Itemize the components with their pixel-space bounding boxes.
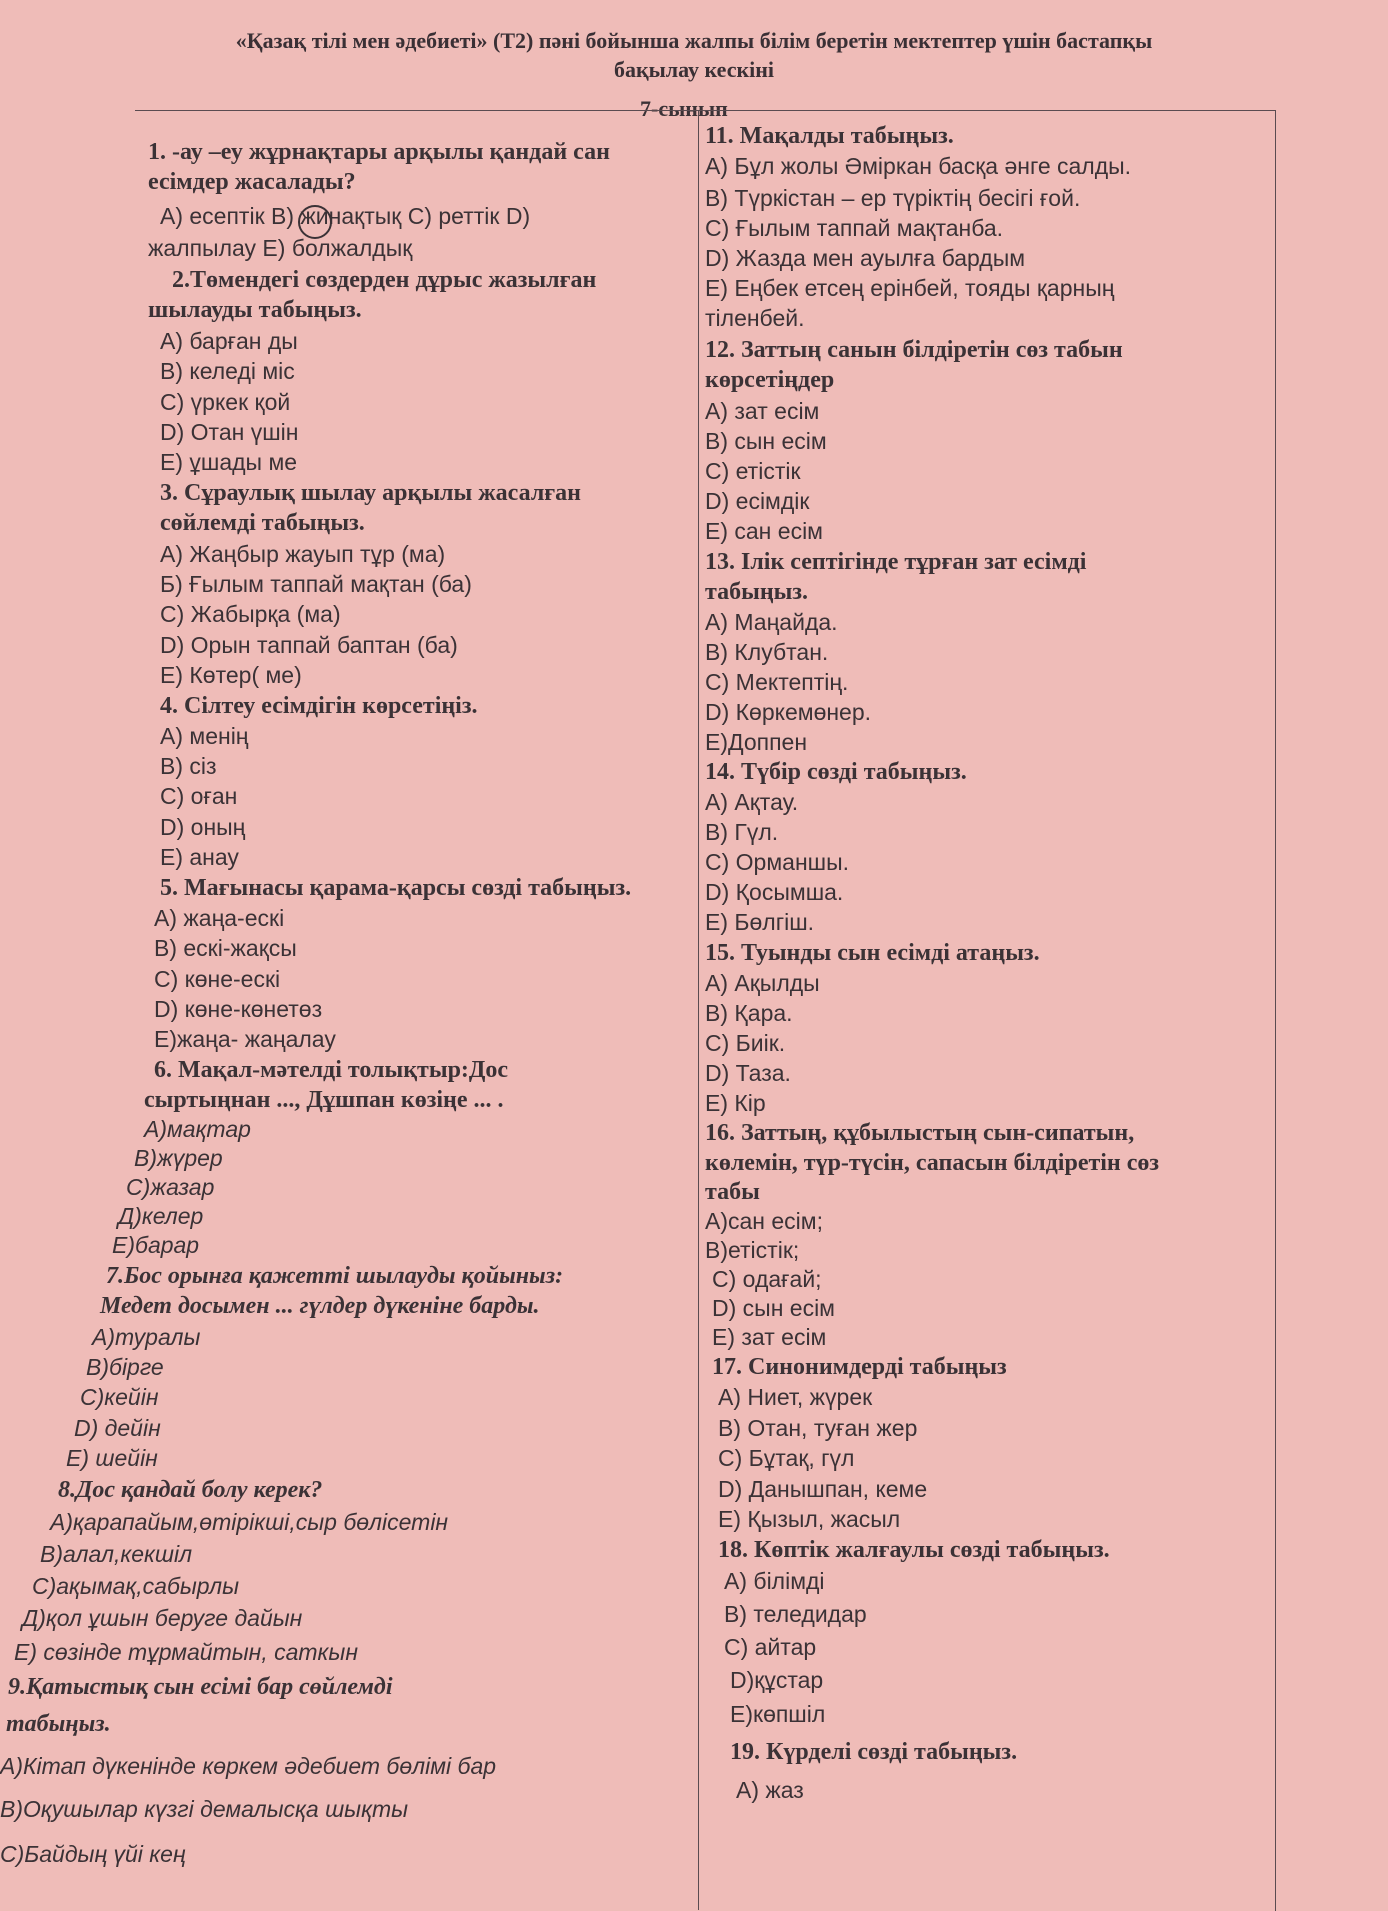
title-line-1: «Қазақ тілі мен әдебиеті» (Т2) пәні бойынша жалпы білім беретін мектептер үшін бастапқы	[235, 28, 1153, 53]
answer-option: В)етістік;	[705, 1237, 800, 1263]
answer-option: Е) ұшады ме	[160, 449, 298, 475]
title-line-2: бақылау кескіні	[613, 57, 775, 82]
answer-option: D) Жазда мен ауылға бардым	[705, 245, 1026, 271]
answer-option: С) үркек қой	[160, 389, 291, 415]
answer-option: С)ақымақ,сабырлы	[32, 1573, 239, 1599]
answer-option: D) көне-көнетөз	[154, 996, 323, 1022]
answer-option: С) одағай;	[712, 1266, 822, 1292]
answer-option: D) Таза.	[705, 1060, 791, 1086]
question-line: табы	[705, 1179, 760, 1205]
answer-option: В)алал,кекшіл	[40, 1541, 193, 1567]
question-line: 5. Мағынасы қарама-қарсы сөзді табыңыз.	[160, 875, 632, 901]
answer-option: А) есептік В) жинақтық С) реттік D)	[160, 203, 531, 229]
answer-option: В) теледидар	[724, 1601, 867, 1627]
answer-option: Е) шейін	[66, 1445, 158, 1471]
question-line: 16. Заттың, құбылыстың сын-сипатын,	[705, 1120, 1135, 1146]
question-line: көлемін, түр-түсін, сапасын білдіретін сөз	[705, 1150, 1160, 1176]
question-line: 19. Күрделі сөзді табыңыз.	[730, 1739, 1018, 1765]
answer-option: В)жүрер	[134, 1145, 223, 1171]
column-divider	[698, 110, 699, 1910]
answer-option: D) Көркемөнер.	[705, 699, 872, 725]
question-line: есімдер жасалады?	[148, 169, 356, 195]
answer-option: Е) Кір	[705, 1090, 766, 1116]
question-line: табыңыз.	[705, 579, 809, 605]
answer-option: В) Клубтан.	[705, 639, 829, 665]
answer-option: А) Бұл жолы Әміркан басқа әнге салды.	[705, 153, 1132, 179]
question-line: сыртыңнан ..., Дұшпан көзіңе ... .	[144, 1087, 504, 1113]
answer-option: Е) Еңбек етсең ерінбей, тояды қарның	[705, 275, 1115, 301]
answer-option: С)кейін	[80, 1384, 159, 1410]
answer-option: тіленбей.	[705, 305, 805, 331]
answer-option: Е) сан есім	[705, 518, 823, 544]
question-line: 17. Синонимдерді табыңыз	[712, 1354, 1007, 1380]
question-line: 9.Қатыстық сын есімі бар сөйлемді	[8, 1674, 393, 1700]
answer-option: А) білімді	[724, 1568, 825, 1594]
answer-option: С) Ғылым таппай мақтанба.	[705, 215, 1004, 241]
answer-option: D) Орын таппай баптан (ба)	[160, 632, 458, 658]
grade-label: 7-сынып	[640, 96, 728, 121]
answer-option: Е) Бөлгіш.	[705, 909, 815, 935]
answer-option: жалпылау Е) болжалдық	[148, 235, 413, 261]
question-line: 12. Заттың санын білдіретін сөз табын	[705, 337, 1123, 363]
answer-option: А) жаз	[736, 1777, 804, 1803]
answer-option: А) зат есім	[705, 398, 820, 424]
question-line: Медет досымен ... гүлдер дүкеніне барды.	[100, 1293, 540, 1319]
answer-option: А) Ақылды	[705, 970, 820, 996]
answer-option: С) Бұтақ, гүл	[718, 1445, 855, 1471]
answer-option: С) Мектептің.	[705, 669, 849, 695]
question-line: 1. -ау –еу жұрнақтары арқылы қандай сан	[148, 139, 610, 165]
answer-option: D) Қосымша.	[705, 879, 844, 905]
answer-option: С) оған	[160, 783, 238, 809]
answer-option: Е) Көтер( ме)	[160, 662, 302, 688]
question-line: 4. Сілтеу есімдігін көрсетіңіз.	[160, 693, 478, 719]
answer-option: D) Данышпан, кеме	[718, 1476, 928, 1502]
answer-option: Е)Доппен	[705, 729, 808, 755]
answer-circle-mark	[298, 205, 332, 239]
question-line: 6. Мақал-мәтелді толықтыр:Дос	[154, 1057, 509, 1083]
answer-option: В)бірге	[86, 1354, 164, 1380]
question-line: 13. Ілік септігінде тұрған зат есімді	[705, 549, 1087, 575]
question-line: табыңыз.	[6, 1711, 111, 1737]
answer-option: А) барған ды	[160, 328, 298, 354]
answer-option: D) оның	[160, 814, 246, 840]
answer-option: Е) Қызыл, жасыл	[718, 1506, 901, 1532]
question-line: 15. Туынды сын есімді атаңыз.	[705, 940, 1040, 966]
answer-option: А) менің	[160, 723, 249, 749]
question-line: шылауды табыңыз.	[148, 297, 362, 323]
answer-option: Е)барар	[112, 1232, 200, 1258]
question-line: 18. Көптік жалғаулы сөзді табыңыз.	[718, 1537, 1110, 1563]
answer-option: В) сын есім	[705, 428, 827, 454]
question-line: 7.Бос орынға қажетті шылауды қойыныз:	[106, 1263, 564, 1289]
answer-option: D)құстар	[730, 1667, 824, 1693]
answer-option: Б) Ғылым таппай мақтан (ба)	[160, 571, 472, 597]
question-line: 2.Төмендегі сөздерден дұрыс жазылған	[172, 267, 597, 293]
sheet-header	[0, 26, 1388, 84]
question-line: 11. Мақалды табыңыз.	[705, 123, 954, 149]
answer-option: С)жазар	[126, 1174, 215, 1200]
answer-option: С) көне-ескі	[154, 966, 281, 992]
answer-option: В) сіз	[160, 753, 217, 779]
answer-option: А) жаңа-ескі	[154, 905, 285, 931]
answer-option: В) Отан, туған жер	[718, 1415, 918, 1441]
question-line: 3. Сұраулық шылау арқылы жасалған	[160, 480, 582, 506]
question-line: көрсетіңдер	[705, 367, 835, 393]
answer-option: D) Отан үшін	[160, 419, 299, 445]
answer-option: В) Гүл.	[705, 819, 779, 845]
answer-option: А)сан есім;	[705, 1208, 823, 1234]
answer-option: С) Орманшы.	[705, 849, 850, 875]
answer-option: А) Жаңбыр жауып тұр (ма)	[160, 541, 446, 567]
answer-option: А) Маңайда.	[705, 609, 838, 635]
answer-option: А)қарапайым,өтірікші,сыр бөлісетін	[50, 1509, 449, 1535]
answer-option: Д)қол ұшын беруге дайын	[22, 1605, 303, 1631]
answer-option: А) Ниет, жүрек	[718, 1384, 873, 1410]
answer-option: С) Биік.	[705, 1030, 786, 1056]
answer-option: С) айтар	[724, 1634, 817, 1660]
answer-option: Е) анау	[160, 844, 239, 870]
answer-option: Е) зат есім	[712, 1324, 827, 1350]
question-line: 8.Дос қандай болу керек?	[58, 1477, 323, 1503]
answer-option: С) Жабырқа (ма)	[160, 601, 341, 627]
answer-option: В)Оқушылар күзгі демалысқа шықты	[0, 1796, 409, 1822]
question-line: 14. Түбір сөзді табыңыз.	[705, 759, 967, 785]
answer-option: В) келеді міс	[160, 358, 295, 384]
answer-option: А)Кітап дүкенінде көркем әдебиет бөлімі бар	[0, 1753, 497, 1779]
answer-option: Д)келер	[118, 1203, 204, 1229]
answer-option: D) есімдік	[705, 488, 810, 514]
question-line: сөйлемді табыңыз.	[160, 510, 365, 536]
answer-option: Е)жаңа- жаңалау	[154, 1026, 336, 1052]
answer-option: В) Түркістан – ер түріктің бесігі ғой.	[705, 185, 1081, 211]
answer-option: В) Қара.	[705, 1000, 793, 1026]
answer-option: Е) сөзінде тұрмайтын, саткын	[14, 1639, 358, 1665]
answer-option: С)Байдың үйі кең	[0, 1841, 186, 1867]
answer-option: В) ескі-жақсы	[154, 935, 297, 961]
answer-option: А) Ақтау.	[705, 789, 799, 815]
answer-option: А)мақтар	[144, 1116, 251, 1142]
answer-option: Е)көпшіл	[730, 1701, 826, 1727]
answer-option: D) сын есім	[712, 1295, 835, 1321]
answer-option: А)туралы	[92, 1324, 201, 1350]
answer-option: С) етістік	[705, 458, 801, 484]
answer-option: D) дейін	[74, 1415, 161, 1441]
